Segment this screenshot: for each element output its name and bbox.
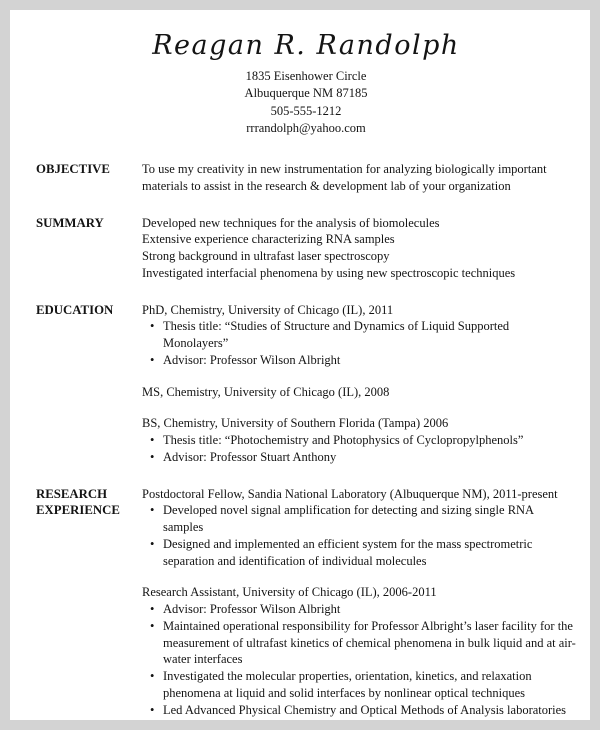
person-name: Reagan R. Randolph (152, 30, 460, 61)
list-item (150, 618, 576, 668)
list-item (150, 352, 576, 369)
education-entry-phd (142, 302, 576, 369)
summary-line: Extensive experience characterizing RNA samples (142, 232, 395, 247)
section-label-objective: OBJECTIVE (36, 162, 110, 176)
summary-content (142, 215, 576, 282)
bullet-list (142, 432, 576, 466)
bullet-text: Developed novel signal amplification for detecting and sizing single RNA samples (163, 503, 534, 534)
experience-entry-postdoc (142, 486, 576, 570)
objective-text: To use my creativity in new instrumentation for analyzing biologically important materials to assist in the research & development lab of your organization (142, 162, 547, 193)
bullet-icon: • (150, 319, 155, 334)
section-summary (36, 215, 576, 282)
summary-line: Investigated interfacial phenomena by using new spectroscopic techniques (142, 265, 516, 280)
education-content (142, 302, 576, 466)
email-address: rrrandolph@yahoo.com (246, 120, 366, 135)
address-line-2: Albuquerque NM 87185 (244, 86, 368, 101)
bullet-text: Investigated the molecular properties, orientation, kinetics, and relaxation phenomena at liquid and solid interfaces by nonlinear optical techniques (163, 669, 532, 700)
education-entry-ms (142, 384, 576, 401)
objective-content (142, 161, 576, 195)
list-item (150, 536, 576, 570)
summary-line: Strong background in ultrafast laser spectroscopy (142, 249, 390, 263)
bullet-icon: • (150, 702, 155, 717)
bullet-icon: • (150, 503, 155, 518)
degree-title: BS, Chemistry, University of Southern Florida (Tampa) 2006 (142, 416, 449, 431)
section-label-research-experience: RESEARCH EXPERIENCE (36, 486, 120, 518)
position-title: Research Assistant, University of Chicago (IL), 2006-2011 (142, 585, 437, 600)
bullet-icon: • (150, 618, 155, 633)
list-item (150, 449, 576, 466)
position-title: Postdoctoral Fellow, Sandia National Laboratory (Albuquerque NM), 2011-present (142, 486, 558, 501)
list-item (150, 502, 576, 536)
bullet-text: Advisor: Professor Wilson Albright (163, 352, 341, 367)
education-entry-bs (142, 415, 576, 465)
bullet-icon: • (150, 449, 155, 464)
list-item (150, 318, 576, 352)
summary-line: Developed new techniques for the analysis of biomolecules (142, 215, 440, 230)
phone-number: 505-555-1212 (270, 103, 342, 118)
experience-entry-research-assistant (142, 584, 576, 718)
bullet-icon: • (150, 669, 155, 683)
bullet-icon: • (150, 602, 155, 616)
bullet-icon: • (150, 352, 155, 367)
bullet-text: Designed and implemented an efficient system for the mass spectrometric separation and identification of individual molecules (163, 536, 533, 568)
section-education (36, 302, 576, 466)
resume-document (10, 10, 590, 720)
degree-title: PhD, Chemistry, University of Chicago (IL), 2011 (142, 302, 394, 317)
bullet-text: Maintained operational responsibility for Professor Albright’s laser facility for the measurement of ultrafast kinetics of chemical phenomena in bulk liquid and at air-water interfaces (163, 618, 576, 667)
bullet-text: Thesis title: “Studies of Structure and Dynamics of Liquid Supported Monolayers” (163, 319, 510, 350)
degree-title: MS, Chemistry, University of Chicago (IL), 2008 (142, 384, 390, 399)
bullet-text: Advisor: Professor Stuart Anthony (163, 449, 337, 464)
bullet-list (142, 318, 576, 368)
bullet-icon: • (150, 433, 155, 447)
section-label-education: EDUCATION (36, 302, 114, 317)
list-item (150, 702, 576, 719)
section-research-experience (36, 486, 576, 719)
bullet-list (142, 502, 576, 569)
bullet-text: Led Advanced Physical Chemistry and Optical Methods of Analysis laboratories (163, 702, 567, 717)
bullet-text: Thesis title: “Photochemistry and Photophysics of Cyclopropylphenols” (163, 433, 524, 447)
resume-header (36, 30, 576, 137)
list-item (150, 432, 576, 449)
bullet-list (142, 601, 576, 718)
list-item (150, 601, 576, 618)
section-objective (36, 161, 576, 195)
research-experience-content (142, 486, 576, 719)
section-label-summary: SUMMARY (36, 215, 104, 230)
address-line-1: 1835 Eisenhower Circle (245, 69, 367, 83)
bullet-icon: • (150, 536, 155, 551)
list-item (150, 668, 576, 702)
bullet-text: Advisor: Professor Wilson Albright (163, 602, 341, 616)
